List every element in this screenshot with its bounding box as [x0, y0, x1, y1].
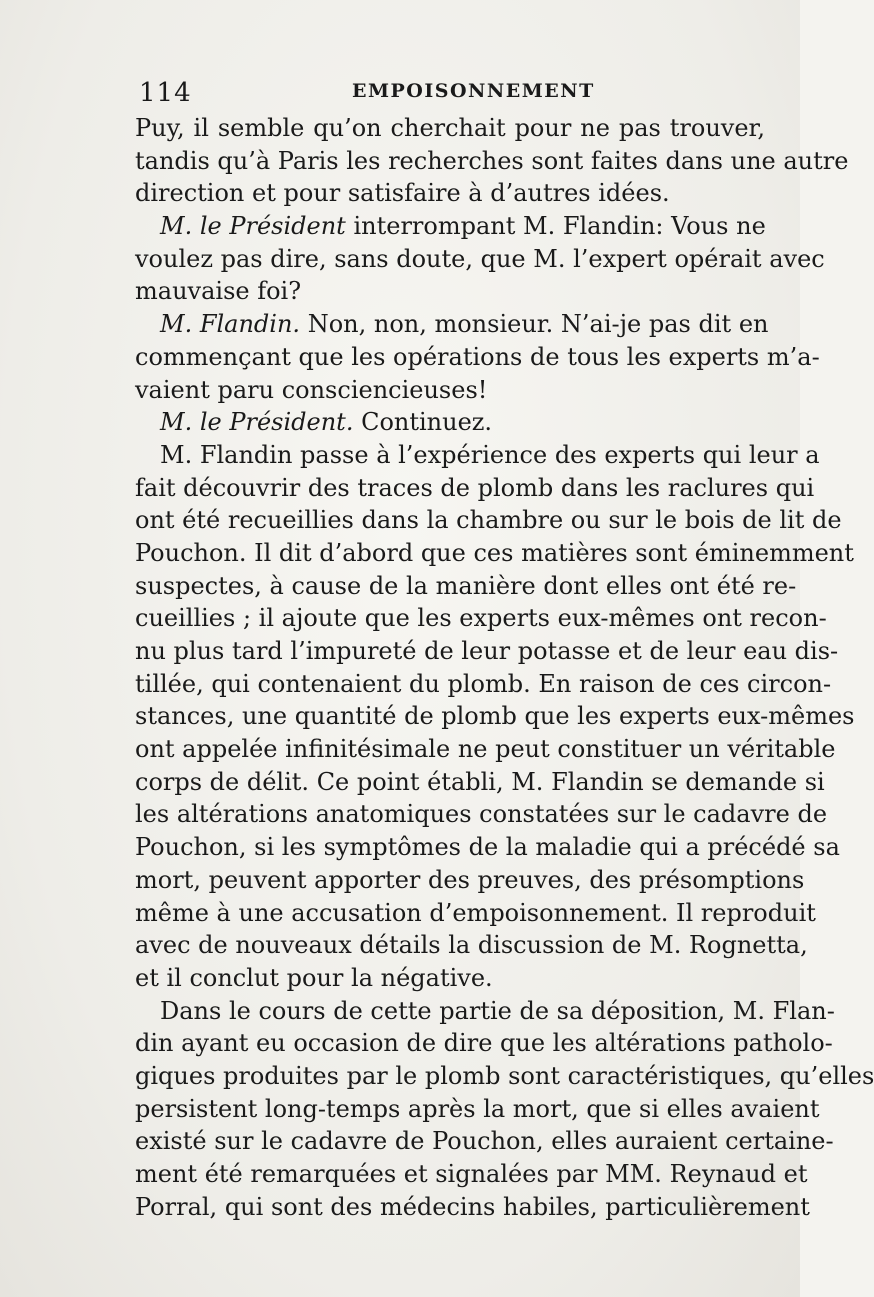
text-line	[135, 1027, 833, 1060]
text-run: din ayant eu occasion de dire que les altérations patholo-	[135, 1029, 833, 1058]
text-run: ment été remarquées et signalées par MM. Reynaud et	[135, 1160, 808, 1188]
text-line	[135, 798, 828, 831]
text-run: persistent long-temps après la mort, que si elles avaient	[135, 1094, 820, 1123]
text-line	[135, 243, 825, 276]
text-line	[135, 570, 797, 603]
text-line	[135, 602, 827, 635]
page-number: 114	[139, 78, 192, 108]
text-run: mort, peuvent apporter des preuves, des présomptions	[135, 865, 805, 894]
text-run: Puy, il semble qu’on cherchait pour ne pas trouver,	[135, 114, 765, 142]
text-line	[135, 341, 820, 374]
text-run: giques produites par le plomb sont caractéristiques, qu’elles	[135, 1061, 874, 1090]
text-line	[135, 177, 765, 210]
text-run: suspectes, à cause de la manière dont elles ont été re-	[135, 571, 797, 600]
text-run: vaient paru consciencieuses!	[135, 375, 488, 404]
text-run: même à une accusation d’empoisonnement. Il reproduit	[135, 898, 816, 927]
text-run: les altérations anatomiques constatées sur le cadavre de	[135, 800, 828, 829]
text-run: direction et pour satisfaire à d’autres idées.	[135, 179, 670, 208]
text-line	[135, 864, 805, 897]
text-run: commençant que les opérations de tous les experts m’a-	[135, 342, 820, 371]
text-line	[135, 1060, 874, 1093]
text-line	[135, 308, 769, 341]
text-run: Porral, qui sont des médecins habiles, particulièrement	[135, 1192, 810, 1221]
text-run: Pouchon. Il dit d’abord que ces matières sont éminemment	[135, 538, 854, 567]
text-run: mauvaise foi?	[135, 277, 302, 306]
text-line	[135, 1125, 834, 1158]
text-run: et il conclut pour la négative.	[135, 963, 493, 992]
text-run: tandis qu’à Paris les recherches sont faites dans une autre	[135, 146, 849, 175]
text-line	[135, 962, 765, 995]
text-run: Non, non, monsieur. N’ai-je pas dit en	[300, 310, 769, 339]
text-line	[135, 504, 842, 537]
text-line	[135, 635, 839, 668]
text-run: interrompant M. Flandin: Vous ne	[345, 212, 766, 241]
text-run: Dans le cours de cette partie de sa déposition, M. Flan-	[160, 996, 835, 1025]
text-run: existé sur le cadavre de Pouchon, elles auraient certaine-	[135, 1127, 834, 1156]
text-line	[135, 472, 815, 505]
text-line	[135, 145, 849, 178]
text-run: voulez pas dire, sans doute, que M. l’expert opérait avec	[135, 244, 825, 273]
text-run: ont appelée infinitésimale ne peut constituer un véritable	[135, 735, 836, 764]
text-line	[135, 733, 836, 766]
text-line	[135, 995, 835, 1028]
text-line	[135, 700, 855, 733]
text-line	[135, 831, 840, 864]
text-run: ont été recueillies dans la chambre ou sur le bois de lit de	[135, 506, 842, 535]
text-run: stances, une quantité de plomb que les experts eux-mêmes	[135, 702, 855, 731]
text-run: cueillies ; il ajoute que les experts eux-mêmes ont recon-	[135, 604, 827, 633]
page-header	[139, 72, 759, 112]
running-head: EMPOISONNEMENT	[352, 80, 595, 102]
text-line	[135, 210, 765, 243]
text-line	[135, 766, 825, 799]
text-run: corps de délit. Ce point établi, M. Flandin se demande si	[135, 767, 825, 796]
text-run: fait découvrir des traces de plomb dans les raclures qui	[135, 473, 815, 502]
speaker-name: M. le Président	[160, 212, 346, 241]
text-line	[135, 112, 765, 145]
text-line	[135, 897, 816, 930]
text-line	[135, 275, 765, 308]
text-run: avec de nouveaux détails la discussion de M. Rognetta,	[135, 931, 808, 960]
text-line	[135, 1158, 808, 1191]
text-line	[135, 1191, 810, 1224]
text-run: tillée, qui contenaient du plomb. En raison de ces circon-	[135, 669, 832, 698]
text-line	[135, 929, 808, 962]
speaker-name: M. le Président.	[160, 408, 354, 437]
text-run: Pouchon, si les symptômes de la maladie qui a précédé sa	[135, 833, 840, 862]
text-run: M. Flandin passe à l’expérience des experts qui leur a	[160, 440, 820, 469]
text-run: nu plus tard l’impureté de leur potasse et de leur eau dis-	[135, 637, 839, 665]
body-text	[135, 112, 874, 1223]
text-line	[135, 374, 765, 407]
text-line	[135, 439, 820, 472]
text-line	[135, 668, 832, 701]
text-line	[135, 1093, 820, 1126]
text-line	[135, 537, 854, 570]
speaker-name: M. Flandin.	[160, 310, 301, 339]
text-line	[135, 406, 765, 439]
text-run: Continuez.	[353, 408, 493, 437]
